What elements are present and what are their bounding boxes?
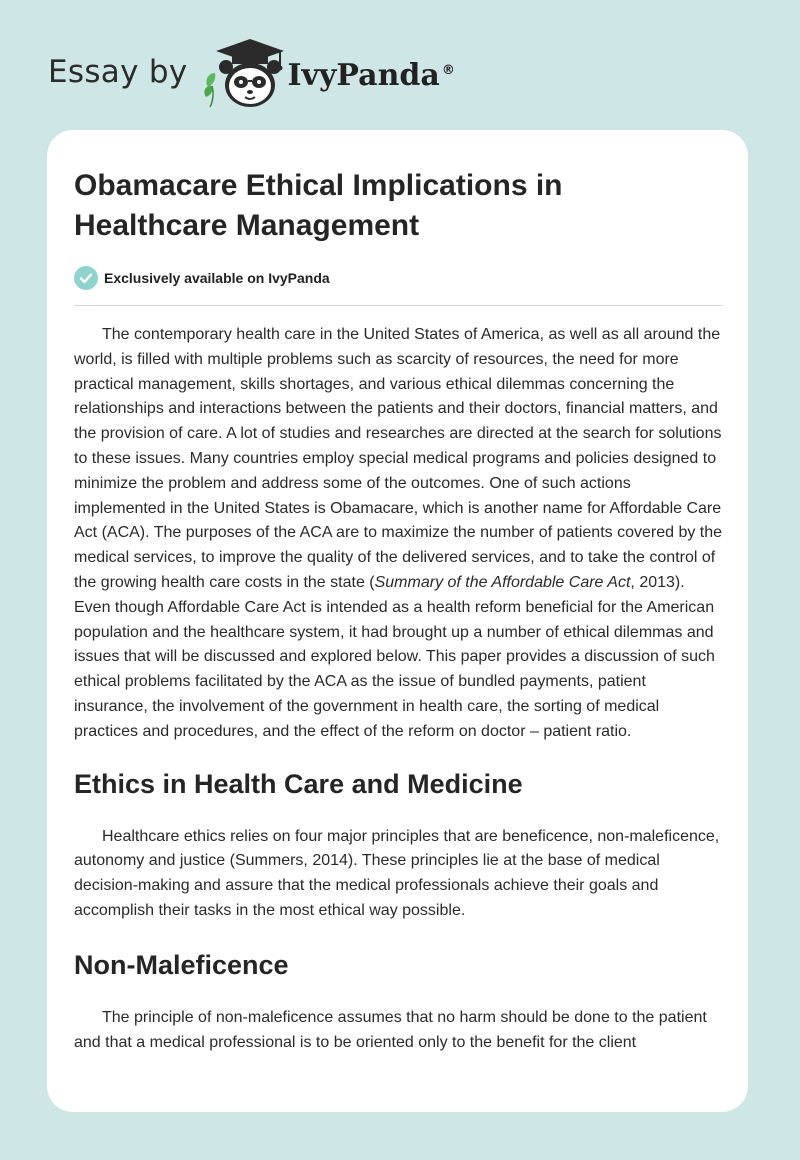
essay-content — [74, 166, 724, 1055]
brand-name: IvyPanda ® — [287, 57, 455, 93]
intro-paragraph: The contemporary health care in the United States of America, as well as all around the world, is filled with multiple problems such as scarcity of resources, the need for more practical management, skills shortages, and various ethical dilemmas concerning the relationships and interactions between the patients and their doctors, financial matters, and the provision of care. A lot of studies and researches are directed at the search for solutions to these issues. Many countries employ special medical programs and policies designed to minimize the problem and address some of the outcomes. One of such actions implemented in the United States is Obamacare, which is another name for Affordable Care Act (ACA). The purposes of the ACA are to maximize the number of patients covered by the medical services, to improve the quality of the delivered services, and to take the control of the growing health care costs in the state (Summary of the Affordable Care Act, 2013). Even though Affordable Care Act is intended as a health reform beneficial for the American population and the healthcare system, it had brought up a number of ethical dilemmas and issues that will be discussed and explored below. This paper provides a discussion of such ethical problems facilitated by the ACA as the issue of bundled payments, patient insurance, the involvement of the government in health care, the sorting of medical practices and procedures, and the effect of the reform on doctor – patient ratio. — [74, 326, 723, 740]
exclusive-badge-text: Exclusively available on IvyPanda — [104, 270, 330, 286]
registered-mark: ® — [441, 62, 455, 78]
section-heading-non-maleficence: Non-Maleficence — [74, 949, 289, 980]
cited-source-title: Summary of the Affordable Care Act — [374, 573, 631, 591]
section-heading-ethics: Ethics in Health Care and Medicine — [74, 768, 523, 799]
essay-card — [47, 130, 748, 1112]
exclusive-badge — [74, 265, 724, 291]
section-paragraph-non-maleficence: The principle of non-maleficence assumes that no harm should be done to the patient and that a medical professional is to be oriented only to the benefit for the client — [74, 1008, 707, 1051]
ivypanda-logo-icon[interactable] — [202, 37, 286, 109]
section-paragraph-ethics: Healthcare ethics relies on four major principles that are beneficence, non-maleficence, autonomy and justice (Summers, 2014). These principles lie at the base of medical decision-making and assure that the medical professionals achieve their goals and accomplish their tasks in the most ethical way possible. — [74, 827, 720, 919]
brand-prefix: Essay by — [48, 54, 188, 90]
check-circle-icon — [74, 266, 98, 290]
essay-title: Obamacare Ethical Implications in Healthcare Management — [74, 169, 563, 242]
brand-header — [48, 38, 455, 108]
title-divider — [74, 305, 723, 306]
